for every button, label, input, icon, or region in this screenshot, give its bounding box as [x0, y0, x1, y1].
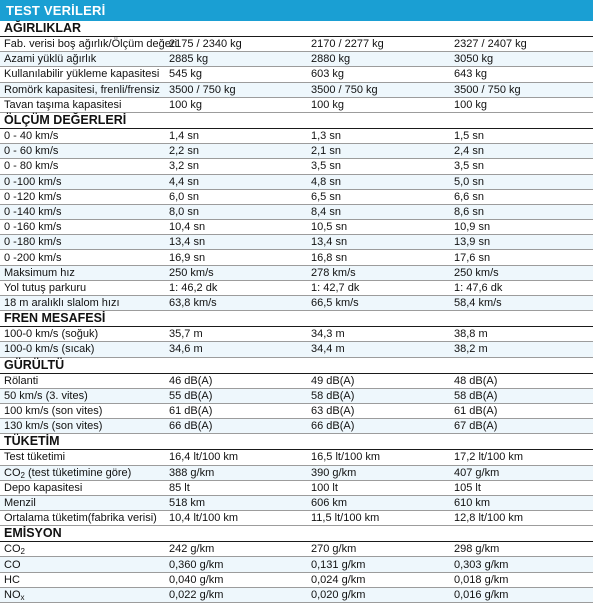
- table-row: [0, 542, 593, 557]
- table-row: [0, 466, 593, 481]
- value-cell: 13,9 sn: [454, 236, 491, 249]
- value-cell: 2175 / 2340 kg: [169, 38, 242, 51]
- value-cell: 606 km: [311, 496, 348, 509]
- section: [0, 526, 593, 603]
- row-label: 0 - 80 km/s: [4, 160, 59, 173]
- table-row: [0, 266, 593, 281]
- row-label: Romörk kapasitesi, frenli/frensiz: [4, 83, 160, 96]
- value-cell: 17,2 lt/100 km: [454, 451, 524, 464]
- value-cell: 100 lt: [311, 481, 338, 494]
- value-cell: 1,3 sn: [311, 130, 341, 143]
- value-cell: 0,018 g/km: [454, 573, 509, 586]
- value-cell: 6,6 sn: [454, 190, 484, 203]
- row-label: 0 -180 km/s: [4, 236, 62, 249]
- row-label: 18 m aralıklı slalom hızı: [4, 297, 120, 310]
- table-title-bar: [0, 0, 593, 21]
- row-label: Yol tutuş parkuru: [4, 281, 87, 294]
- value-cell: 643 kg: [454, 68, 488, 81]
- value-cell: 34,6 m: [169, 343, 203, 356]
- row-label: $CO_2$ (test tüketimine göre): [4, 466, 132, 480]
- subscript: x: [20, 592, 25, 602]
- row-label: 0 -160 km/s: [4, 221, 62, 234]
- value-cell: 49 dB(A): [311, 374, 355, 387]
- value-cell: 13,4 sn: [311, 236, 348, 249]
- table-row: [0, 159, 593, 174]
- row-label: Rölanti: [4, 374, 39, 387]
- value-cell: 12,8 lt/100 km: [454, 512, 524, 525]
- row-label: Depo kapasitesi: [4, 481, 83, 494]
- subscript: 2: [20, 470, 25, 480]
- table-row: [0, 450, 593, 465]
- value-cell: 38,2 m: [454, 343, 488, 356]
- value-cell: 16,5 lt/100 km: [311, 451, 381, 464]
- value-cell: 8,4 sn: [311, 205, 341, 218]
- value-cell: 3500 / 750 kg: [169, 83, 236, 96]
- section-rows: [0, 450, 593, 526]
- value-cell: 8,0 sn: [169, 205, 199, 218]
- value-cell: 63,8 km/s: [169, 297, 217, 310]
- table-row: [0, 37, 593, 52]
- value-cell: 16,4 lt/100 km: [169, 451, 239, 464]
- value-cell: 34,4 m: [311, 343, 345, 356]
- value-cell: 0,024 g/km: [311, 573, 366, 586]
- row-label: 50 km/s (3. vites): [4, 389, 88, 402]
- value-cell: 46 dB(A): [169, 374, 213, 387]
- value-cell: 38,8 m: [454, 328, 488, 341]
- value-cell: 242 g/km: [169, 543, 215, 556]
- row-label: 0 -200 km/s: [4, 251, 62, 264]
- value-cell: 34,3 m: [311, 328, 345, 341]
- value-cell: 610 km: [454, 496, 491, 509]
- row-label: $CO_2$: [4, 543, 25, 557]
- value-cell: 8,6 sn: [454, 205, 484, 218]
- table-row: [0, 573, 593, 588]
- value-cell: 2,2 sn: [169, 145, 199, 158]
- table-body: [0, 21, 593, 603]
- table-row: [0, 496, 593, 511]
- section: [0, 113, 593, 311]
- value-cell: 407 g/km: [454, 466, 500, 479]
- row-label: Tavan taşıma kapasitesi: [4, 98, 122, 111]
- row-label: Kullanılabilir yükleme kapasitesi: [4, 68, 160, 81]
- value-cell: 518 km: [169, 496, 206, 509]
- value-cell: 2170 / 2277 kg: [311, 38, 384, 51]
- value-cell: 5,0 sn: [454, 175, 484, 188]
- value-cell: 2885 kg: [169, 53, 209, 66]
- table-row: [0, 235, 593, 250]
- section: [0, 358, 593, 435]
- value-cell: 16,9 sn: [169, 251, 206, 264]
- table-row: [0, 83, 593, 98]
- value-cell: 35,7 m: [169, 328, 203, 341]
- value-cell: 13,4 sn: [169, 236, 206, 249]
- section-rows: [0, 327, 593, 357]
- value-cell: 1,4 sn: [169, 130, 199, 143]
- row-label: 0 -140 km/s: [4, 205, 62, 218]
- row-label: Menzil: [4, 496, 36, 509]
- table-row: [0, 144, 593, 159]
- value-cell: 10,9 sn: [454, 221, 491, 234]
- value-cell: 3500 / 750 kg: [311, 83, 378, 96]
- value-cell: 3,5 sn: [311, 160, 341, 173]
- row-label: 100-0 km/s (soğuk): [4, 328, 99, 341]
- table-row: [0, 557, 593, 572]
- row-label: 100-0 km/s (sıcak): [4, 343, 95, 356]
- value-cell: 10,4 lt/100 km: [169, 512, 239, 525]
- value-cell: 100 kg: [169, 98, 203, 111]
- table-row: [0, 481, 593, 496]
- value-cell: 545 kg: [169, 68, 203, 81]
- section-rows: [0, 129, 593, 311]
- value-cell: 270 g/km: [311, 543, 357, 556]
- section-heading: ÖLÇÜM DEĞERLERİ: [0, 113, 593, 129]
- value-cell: 0,303 g/km: [454, 558, 509, 571]
- table-row: [0, 588, 593, 603]
- value-cell: 278 km/s: [311, 266, 356, 279]
- value-cell: 1: 42,7 dk: [311, 281, 360, 294]
- subscript: 2: [20, 547, 25, 557]
- section-rows: [0, 37, 593, 113]
- value-cell: 2,4 sn: [454, 145, 484, 158]
- value-cell: 0,131 g/km: [311, 558, 366, 571]
- value-cell: 1: 46,2 dk: [169, 281, 218, 294]
- section-heading: EMİSYON: [0, 526, 593, 542]
- value-cell: 2880 kg: [311, 53, 351, 66]
- row-label: Azami yüklü ağırlık: [4, 53, 97, 66]
- value-cell: 100 kg: [454, 98, 488, 111]
- section: [0, 434, 593, 526]
- value-cell: 48 dB(A): [454, 374, 498, 387]
- row-label: 0 -120 km/s: [4, 190, 62, 203]
- value-cell: 58 dB(A): [454, 389, 498, 402]
- section: [0, 311, 593, 357]
- table-row: [0, 327, 593, 342]
- row-label: HC: [4, 573, 20, 586]
- value-cell: 6,0 sn: [169, 190, 199, 203]
- table-row: [0, 129, 593, 144]
- value-cell: 3500 / 750 kg: [454, 83, 521, 96]
- value-cell: 3,2 sn: [169, 160, 199, 173]
- section-heading: AĞIRLIKLAR: [0, 21, 593, 37]
- value-cell: 0,022 g/km: [169, 588, 224, 601]
- row-label: CO: [4, 558, 21, 571]
- row-label: 0 -100 km/s: [4, 175, 62, 188]
- section: [0, 21, 593, 113]
- value-cell: 16,8 sn: [311, 251, 348, 264]
- table-row: [0, 374, 593, 389]
- table-row: [0, 342, 593, 357]
- value-cell: 250 km/s: [169, 266, 214, 279]
- section-heading: GÜRÜLTÜ: [0, 358, 593, 374]
- value-cell: 388 g/km: [169, 466, 215, 479]
- table-row: [0, 220, 593, 235]
- section-heading: TÜKETİM: [0, 434, 593, 450]
- value-cell: 55 dB(A): [169, 389, 213, 402]
- value-cell: 2327 / 2407 kg: [454, 38, 527, 51]
- value-cell: 2,1 sn: [311, 145, 341, 158]
- value-cell: 10,4 sn: [169, 221, 206, 234]
- row-label: 0 - 40 km/s: [4, 130, 59, 143]
- table-row: [0, 175, 593, 190]
- table-row: [0, 404, 593, 419]
- row-label: 130 km/s (son vites): [4, 420, 103, 433]
- value-cell: 58,4 km/s: [454, 297, 502, 310]
- row-label: 100 km/s (son vites): [4, 405, 103, 418]
- value-cell: 3,5 sn: [454, 160, 484, 173]
- value-cell: 66,5 km/s: [311, 297, 359, 310]
- value-cell: 17,6 sn: [454, 251, 491, 264]
- table-row: [0, 250, 593, 265]
- value-cell: 0,016 g/km: [454, 588, 509, 601]
- value-cell: 298 g/km: [454, 543, 500, 556]
- table-row: [0, 389, 593, 404]
- value-cell: 0,040 g/km: [169, 573, 224, 586]
- value-cell: 66 dB(A): [311, 420, 355, 433]
- row-label: Maksimum hız: [4, 266, 75, 279]
- section-rows: [0, 374, 593, 435]
- value-cell: 390 g/km: [311, 466, 357, 479]
- table-title: TEST VERİLERİ: [6, 3, 106, 18]
- value-cell: 66 dB(A): [169, 420, 213, 433]
- table-row: [0, 205, 593, 220]
- value-cell: 3050 kg: [454, 53, 494, 66]
- value-cell: 67 dB(A): [454, 420, 498, 433]
- table-row: [0, 98, 593, 113]
- value-cell: 105 lt: [454, 481, 481, 494]
- value-cell: 4,4 sn: [169, 175, 199, 188]
- value-cell: 100 kg: [311, 98, 345, 111]
- section-heading: FREN MESAFESİ: [0, 311, 593, 327]
- value-cell: 1: 47,6 dk: [454, 281, 503, 294]
- value-cell: 0,360 g/km: [169, 558, 224, 571]
- value-cell: 10,5 sn: [311, 221, 348, 234]
- row-label: Test tüketimi: [4, 451, 66, 464]
- value-cell: 63 dB(A): [311, 405, 355, 418]
- table-row: [0, 511, 593, 526]
- value-cell: 6,5 sn: [311, 190, 341, 203]
- value-cell: 85 lt: [169, 481, 190, 494]
- table-row: [0, 67, 593, 82]
- table-row: [0, 419, 593, 434]
- row-label: 0 - 60 km/s: [4, 145, 59, 158]
- value-cell: 1,5 sn: [454, 130, 484, 143]
- table-row: [0, 281, 593, 296]
- value-cell: 61 dB(A): [454, 405, 498, 418]
- value-cell: 11,5 lt/100 km: [311, 512, 380, 525]
- row-label: Ortalama tüketim(fabrika verisi): [4, 512, 157, 525]
- value-cell: 61 dB(A): [169, 405, 213, 418]
- row-label: $NO_x$: [4, 588, 25, 602]
- table-row: [0, 52, 593, 67]
- value-cell: 4,8 sn: [311, 175, 341, 188]
- value-cell: 603 kg: [311, 68, 345, 81]
- table-row: [0, 296, 593, 311]
- value-cell: 0,020 g/km: [311, 588, 366, 601]
- section-rows: [0, 542, 593, 603]
- table-row: [0, 190, 593, 205]
- value-cell: 58 dB(A): [311, 389, 355, 402]
- row-label: Fab. verisi boş ağırlık/Ölçüm değeri: [4, 38, 178, 51]
- value-cell: 250 km/s: [454, 266, 499, 279]
